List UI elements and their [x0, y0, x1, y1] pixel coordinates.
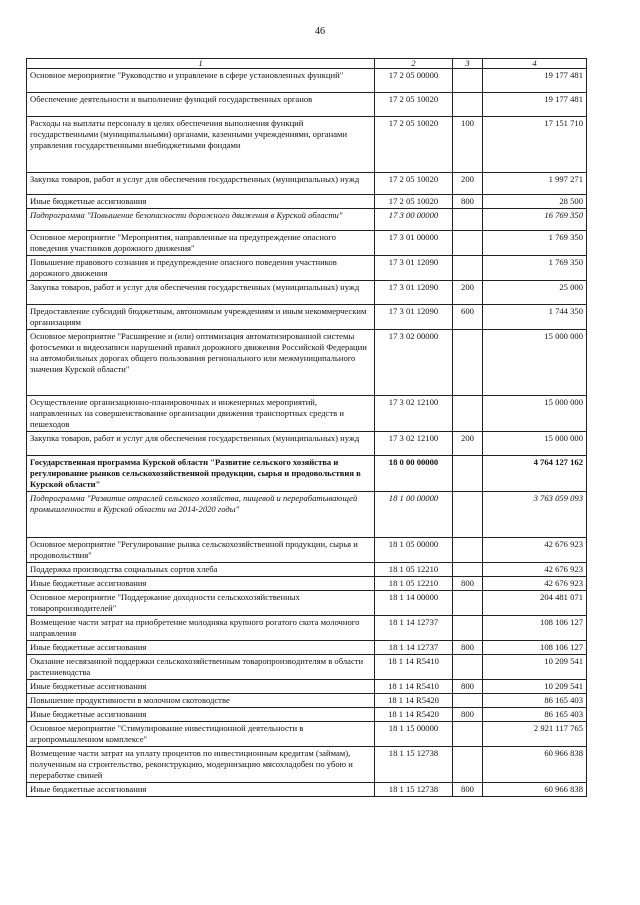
table-row [27, 591, 587, 616]
table-row [27, 231, 587, 256]
row-type-cell [453, 591, 483, 616]
row-name-cell: Основное мероприятие "Регулирование рынка сельскохозяйственной продукции, сырья и продовольствия" [27, 538, 375, 563]
row-amount-cell: 86 165 403 [483, 694, 587, 708]
row-type-cell [453, 256, 483, 281]
row-amount-cell: 60 966 838 [483, 783, 587, 797]
row-amount-cell: 3 763 059 093 [483, 492, 587, 538]
row-type-cell: 800 [453, 783, 483, 797]
row-type-cell: 800 [453, 641, 483, 655]
table-row [27, 641, 587, 655]
row-type-cell [453, 538, 483, 563]
row-name-cell: Подпрограмма "Повышение безопасности дорожного движения в Курской области" [27, 209, 375, 231]
row-type-cell [453, 492, 483, 538]
row-code-cell: 17 3 02 12100 [375, 432, 453, 456]
row-type-cell: 200 [453, 281, 483, 305]
row-name-cell: Возмещение части затрат на приобретение молодняка крупного рогатого скота молочного направления [27, 616, 375, 641]
row-amount-cell: 42 676 923 [483, 538, 587, 563]
row-amount-cell: 16 769 350 [483, 209, 587, 231]
table-row [27, 722, 587, 747]
table-row [27, 396, 587, 432]
row-code-cell: 18 1 05 00000 [375, 538, 453, 563]
table-row [27, 538, 587, 563]
row-code-cell: 17 3 02 12100 [375, 396, 453, 432]
table-row [27, 256, 587, 281]
row-amount-cell: 19 177 481 [483, 69, 587, 93]
row-amount-cell: 15 000 000 [483, 432, 587, 456]
row-code-cell: 17 3 01 12090 [375, 305, 453, 330]
row-name-cell: Оказание несвязанной поддержки сельскохозяйственным товаропроизводителям в области растениеводства [27, 655, 375, 680]
row-name-cell: Закупка товаров, работ и услуг для обеспечения государственных (муниципальных) нужд [27, 173, 375, 195]
row-amount-cell: 1 997 271 [483, 173, 587, 195]
row-amount-cell: 86 165 403 [483, 708, 587, 722]
row-amount-cell: 42 676 923 [483, 577, 587, 591]
row-amount-cell: 4 764 127 162 [483, 456, 587, 492]
row-type-cell [453, 231, 483, 256]
table-row [27, 305, 587, 330]
row-code-cell: 18 1 14 00000 [375, 591, 453, 616]
table-row [27, 281, 587, 305]
row-name-cell: Закупка товаров, работ и услуг для обеспечения государственных (муниципальных) нужд [27, 432, 375, 456]
table-row [27, 93, 587, 117]
row-name-cell: Основное мероприятие "Расширение и (или) оптимизация автоматизированной системы фотосъемки и видеозаписи нарушений правил дорожного движения Российской Федерации на автомобильных дорогах общего пользования регионального или межмуниципального значения Курской области" [27, 330, 375, 396]
row-code-cell: 17 2 05 00000 [375, 69, 453, 93]
row-code-cell: 17 3 01 12090 [375, 281, 453, 305]
row-code-cell: 18 1 14 R5410 [375, 655, 453, 680]
table-row [27, 563, 587, 577]
row-name-cell: Осуществление организационно-планировочных и инженерных мероприятий, направленных на совершенствование организации движения транспортных средств и пешеходов [27, 396, 375, 432]
row-code-cell: 18 1 15 12738 [375, 783, 453, 797]
table-row [27, 432, 587, 456]
row-code-cell: 18 1 14 R5410 [375, 680, 453, 694]
row-type-cell [453, 694, 483, 708]
row-code-cell: 18 1 15 12738 [375, 747, 453, 783]
table-row [27, 117, 587, 173]
row-type-cell [453, 563, 483, 577]
row-code-cell: 17 2 05 10020 [375, 117, 453, 173]
row-code-cell: 18 1 14 R5420 [375, 694, 453, 708]
table-row [27, 195, 587, 209]
row-type-cell [453, 616, 483, 641]
row-type-cell [453, 69, 483, 93]
row-code-cell: 18 1 05 12210 [375, 577, 453, 591]
row-name-cell: Возмещение части затрат на уплату процентов по инвестиционным кредитам (займам), полученным на строительство, реконструкцию, модернизацию мясохладобен по убою и переработке свиней [27, 747, 375, 783]
row-amount-cell: 108 106 127 [483, 616, 587, 641]
row-code-cell: 17 3 02 00000 [375, 330, 453, 396]
table-row [27, 173, 587, 195]
header-row [27, 59, 587, 69]
row-amount-cell: 1 769 350 [483, 256, 587, 281]
row-type-cell: 800 [453, 195, 483, 209]
table-row [27, 708, 587, 722]
row-name-cell: Основное мероприятие "Руководство и управление в сфере установленных функций" [27, 69, 375, 93]
table-row [27, 680, 587, 694]
row-amount-cell: 15 000 000 [483, 396, 587, 432]
row-type-cell [453, 330, 483, 396]
row-name-cell: Основное мероприятие "Стимулирование инвестиционной деятельности в агропромышленном комплексе" [27, 722, 375, 747]
header-col-4: 4 [483, 59, 587, 69]
table-body [27, 69, 587, 797]
row-code-cell: 17 3 01 00000 [375, 231, 453, 256]
row-type-cell [453, 396, 483, 432]
row-name-cell: Закупка товаров, работ и услуг для обеспечения государственных (муниципальных) нужд [27, 281, 375, 305]
row-amount-cell: 17 151 710 [483, 117, 587, 173]
row-code-cell: 18 1 15 00000 [375, 722, 453, 747]
table-row [27, 209, 587, 231]
row-code-cell: 17 3 01 12090 [375, 256, 453, 281]
table-row [27, 747, 587, 783]
row-amount-cell: 60 966 838 [483, 747, 587, 783]
row-type-cell [453, 209, 483, 231]
row-type-cell: 200 [453, 173, 483, 195]
row-type-cell: 800 [453, 577, 483, 591]
row-amount-cell: 1 769 350 [483, 231, 587, 256]
row-code-cell: 17 3 00 00000 [375, 209, 453, 231]
row-name-cell: Иные бюджетные ассигнования [27, 783, 375, 797]
row-name-cell: Расходы на выплаты персоналу в целях обеспечения выполнения функций государственными (муниципальными) органами, казенными учреждениями, органами управления государственными внебюджетными фондами [27, 117, 375, 173]
row-code-cell: 18 1 14 R5420 [375, 708, 453, 722]
row-type-cell [453, 747, 483, 783]
row-amount-cell: 2 921 117 765 [483, 722, 587, 747]
page-number: 46 [315, 26, 325, 37]
row-amount-cell: 10 209 541 [483, 655, 587, 680]
row-name-cell: Иные бюджетные ассигнования [27, 641, 375, 655]
row-name-cell: Повышение правового сознания и предупреждение опасного поведения участников дорожного движения [27, 256, 375, 281]
row-type-cell [453, 655, 483, 680]
row-code-cell: 17 2 05 10020 [375, 93, 453, 117]
row-amount-cell: 28 500 [483, 195, 587, 209]
row-name-cell: Иные бюджетные ассигнования [27, 577, 375, 591]
row-code-cell: 18 1 14 12737 [375, 641, 453, 655]
header-col-3: 3 [453, 59, 483, 69]
row-name-cell: Иные бюджетные ассигнования [27, 680, 375, 694]
row-name-cell: Основное мероприятие "Мероприятия, направленные на предупреждение опасного поведения участников дорожного движения" [27, 231, 375, 256]
row-code-cell: 18 1 05 12210 [375, 563, 453, 577]
row-amount-cell: 204 481 071 [483, 591, 587, 616]
row-amount-cell: 15 000 000 [483, 330, 587, 396]
row-name-cell: Иные бюджетные ассигнования [27, 708, 375, 722]
row-code-cell: 17 2 05 10020 [375, 173, 453, 195]
row-amount-cell: 42 676 923 [483, 563, 587, 577]
row-name-cell: Основное мероприятие "Поддержание доходности сельскохозяйственных товаропроизводителей" [27, 591, 375, 616]
table-row [27, 577, 587, 591]
row-code-cell: 18 1 14 12737 [375, 616, 453, 641]
row-code-cell: 18 0 00 00000 [375, 456, 453, 492]
header-col-2: 2 [375, 59, 453, 69]
row-name-cell: Предоставление субсидий бюджетным, автономным учреждениям и иным некоммерческим организациям [27, 305, 375, 330]
table-row [27, 783, 587, 797]
row-amount-cell: 10 209 541 [483, 680, 587, 694]
table-row [27, 655, 587, 680]
row-code-cell: 18 1 00 00000 [375, 492, 453, 538]
budget-table [26, 58, 587, 797]
row-type-cell [453, 93, 483, 117]
row-name-cell: Подпрограмма "Развитие отраслей сельского хозяйства, пищевой и перерабатывающей промышленности в Курской области на 2014-2020 годы" [27, 492, 375, 538]
row-type-cell: 800 [453, 708, 483, 722]
table-row [27, 69, 587, 93]
table-row [27, 492, 587, 538]
row-amount-cell: 25 000 [483, 281, 587, 305]
row-amount-cell: 108 106 127 [483, 641, 587, 655]
row-code-cell: 17 2 05 10020 [375, 195, 453, 209]
row-name-cell: Поддержка производства социальных сортов хлеба [27, 563, 375, 577]
table-header [27, 59, 587, 69]
table-row [27, 456, 587, 492]
row-type-cell: 200 [453, 432, 483, 456]
row-type-cell [453, 456, 483, 492]
row-type-cell: 800 [453, 680, 483, 694]
row-name-cell: Государственная программа Курской области "Развитие сельского хозяйства и регулирование рынков сельскохозяйственной продукции, сырья и продовольствия в Курской области" [27, 456, 375, 492]
row-name-cell: Обеспечение деятельности и выполнение функций государственных органов [27, 93, 375, 117]
table-row [27, 330, 587, 396]
table-row [27, 694, 587, 708]
row-amount-cell: 1 744 350 [483, 305, 587, 330]
table-row [27, 616, 587, 641]
row-name-cell: Повышение продуктивности в молочном скотоводстве [27, 694, 375, 708]
row-amount-cell: 19 177 481 [483, 93, 587, 117]
row-type-cell: 100 [453, 117, 483, 173]
header-col-1: 1 [27, 59, 375, 69]
row-type-cell: 600 [453, 305, 483, 330]
row-type-cell [453, 722, 483, 747]
row-name-cell: Иные бюджетные ассигнования [27, 195, 375, 209]
